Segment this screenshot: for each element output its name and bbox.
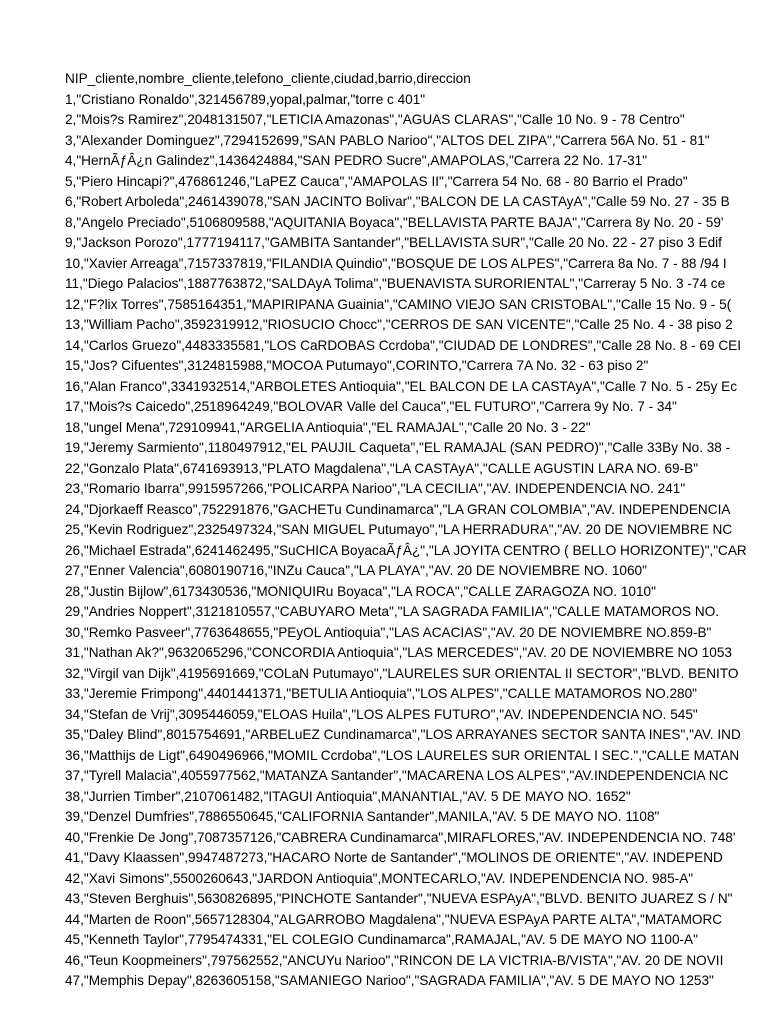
csv-row-line: 17,"Mois?s Caicedo",2518964249,"BOLOVAR Valle del Cauca","EL FUTURO","Carrera 9y No. 7 - 34" <box>65 399 677 414</box>
csv-row-line: 46,"Teun Koopmeiners",797562552,"ANCUYu Narioo","RINCON DE LA VICTRIA-B/VISTA","AV. 20 DE NOVII <box>65 952 724 968</box>
csv-row-line: 36,"Matthijs de Ligt",6490496966,"MOMIL Ccrdoba","LOS LAURELES SUR ORIENTAL I SEC.","CALLE MATAN <box>65 747 740 763</box>
csv-row-line: 8,"Angelo Preciado",5106809588,"AQUITANIA Boyaca","BELLAVISTA PARTE BAJA","Carrera 8y No. 20 - 59' <box>65 214 724 230</box>
csv-row-line: 11,"Diego Palacios",1887763872,"SALDAyA Tolima","BUENAVISTA SURORIENTAL","Carreray 5 No. 3 -74 ce <box>65 276 726 291</box>
csv-row-line: 10,"Xavier Arreaga",7157337819,"FILANDIA Quindio","BOSQUE DE LOS ALPES","Carrera 8a No. 7 - 88 /94 I <box>65 255 727 271</box>
csv-row-line: 37,"Tyrell Malacia",4055977562,"MATANZA Santander","MACARENA LOS ALPES","AV.INDEPENDENCIA NC <box>65 768 729 783</box>
csv-row-line: 30,"Remko Pasveer",7763648655,"PEyOL Antioquia","LAS ACACIAS","AV. 20 DE NOVIEMBRE NO.859-B" <box>65 624 712 640</box>
csv-row-line: 14,"Carlos Gruezo",4483335581,"LOS CaRDOBAS Ccrdoba","CIUDAD DE LONDRES","Calle 28 No. 8 - 69 CEI <box>65 337 741 353</box>
csv-row-line: 24,"Djorkaeff Reasco",752291876,"GACHETu Cundinamarca","LA GRAN COLOMBIA","AV. INDEPENDENCIA <box>65 501 731 517</box>
csv-header-line: NIP_cliente,nombre_cliente,telefono_cliente,ciudad,barrio,direccion <box>65 71 471 86</box>
csv-row-line: 29,"Andries Noppert",3121810557,"CABUYARO Meta","LA SAGRADA FAMILIA","CALLE MATAMOROS NO. <box>65 604 720 619</box>
csv-row-line: 38,"Jurrien Timber",2107061482,"ITAGUI Antioquia",MANANTIAL,"AV. 5 DE MAYO NO. 1652" <box>65 788 631 804</box>
csv-row-line: 34,"Stefan de Vrij",3095446059,"ELOAS Huila","LOS ALPES FUTURO","AV. INDEPENDENCIA NO. 545" <box>65 706 698 722</box>
csv-row-line: 44,"Marten de Roon",5657128304,"ALGARROBO Magdalena","NUEVA ESPAyA PARTE ALTA","MATAMORC <box>65 911 723 927</box>
csv-row-line: 45,"Kenneth Taylor",7795474331,"EL COLEGIO Cundinamarca",RAMAJAL,"AV. 5 DE MAYO NO 1100-A" <box>65 932 698 947</box>
csv-row-line: 47,"Memphis Depay",8263605158,"SAMANIEGO Narioo","SAGRADA FAMILIA","AV. 5 DE MAYO NO 1253" <box>65 973 714 988</box>
csv-row-line: 28,"Justin Bijlow",6173430536,"MONIQUIRu Boyaca","LA ROCA","CALLE ZARAGOZA NO. 1010" <box>65 583 656 599</box>
csv-row-line: 31,"Nathan Ak?",9632065296,"CONCORDIA Antioquia","LAS MERCEDES","AV. 20 DE NOVIEMBRE NO 1053 <box>65 645 732 660</box>
csv-row-line: 5,"Piero Hincapi?",476861246,"LaPEZ Cauca","AMAPOLAS II","Carrera 54 No. 68 - 80 Barrio el Prado" <box>65 173 688 189</box>
csv-row-line: 13,"William Pacho",3592319912,"RIOSUCIO Chocc","CERROS DE SAN VICENTE","Calle 25 No. 4 - 38 piso 2 <box>65 317 733 332</box>
csv-row-line: 1,"Cristiano Ronaldo",321456789,yopal,palmar,"torre c 401" <box>65 91 426 107</box>
csv-row-line: 16,"Alan Franco",3341932514,"ARBOLETES Antioquia","EL BALCON DE LA CASTAyA","Calle 7 No. 5 - 25y Ec <box>65 378 738 394</box>
csv-row-line: 40,"Frenkie De Jong",7087357126,"CABRERA Cundinamarca",MIRAFLORES,"AV. INDEPENDENCIA NO. 748' <box>65 829 736 845</box>
csv-row-line: 18,"ungel Mena",729109941,"ARGELIA Antioquia","EL RAMAJAL","Calle 20 No. 3 - 22" <box>65 419 591 435</box>
csv-row-line: 3,"Alexander Dominguez",7294152699,"SAN PABLO Narioo","ALTOS DEL ZIPA","Carrera 56A No. 51 - 81" <box>65 132 710 148</box>
csv-row-line: 15,"Jos? Cifuentes",3124815988,"MOCOA Putumayo",CORINTO,"Carrera 7A No. 32 - 63 piso 2" <box>65 358 649 373</box>
csv-row-line: 39,"Denzel Dumfries",7886550645,"CALIFORNIA Santander",MANILA,"AV. 5 DE MAYO NO. 1108" <box>65 809 660 824</box>
csv-row-line: 4,"HernÃƒÂ¿n Galindez",1436424884,"SAN PEDRO Sucre",AMAPOLAS,"Carrera 22 No. 17-31" <box>65 153 648 168</box>
csv-row-line: 25,"Kevin Rodriguez",2325497324,"SAN MIGUEL Putumayo","LA HERRADURA","AV. 20 DE NOVIEMBRE NC <box>65 522 733 537</box>
csv-row-line: 43,"Steven Berghuis",5630826895,"PINCHOTE Santander","NUEVA ESPAyA","BLVD. BENITO JUAREZ S / N" <box>65 891 733 906</box>
csv-row-line: 2,"Mois?s Ramirez",2048131507,"LETICIA Amazonas","AGUAS CLARAS","Calle 10 No. 9 - 78 Centro" <box>65 112 685 127</box>
csv-row-line: 12,"F?lix Torres",7585164351,"MAPIRIPANA Guainia","CAMINO VIEJO SAN CRISTOBAL","Calle 15 No. 9 - 5( <box>65 296 732 312</box>
csv-row-line: 22,"Gonzalo Plata",6741693913,"PLATO Magdalena","LA CASTAyA","CALLE AGUSTIN LARA NO. 69-B" <box>65 460 699 476</box>
csv-row-line: 35,"Daley Blind",8015754691,"ARBELuEZ Cundinamarca","LOS ARRAYANES SECTOR SANTA INES","AV. IND <box>65 727 741 742</box>
csv-row-line: 42,"Xavi Simons",5500260643,"JARDON Antioquia",MONTECARLO,"AV. INDEPENDENCIA NO. 985-A" <box>65 870 694 886</box>
csv-row-line: 27,"Enner Valencia",6080190716,"INZu Cauca","LA PLAYA","AV. 20 DE NOVIEMBRE NO. 1060" <box>65 563 647 578</box>
csv-row-line: 32,"Virgil van Dijk",4195691669,"COLaN Putumayo","LAURELES SUR ORIENTAL II SECTOR","BLVD. BENITO <box>65 665 739 681</box>
csv-row-line: 19,"Jeremy Sarmiento",1180497912,"EL PAUJIL Caqueta","EL RAMAJAL (SAN PEDRO)","Calle 33By No. 38 - <box>65 440 731 455</box>
csv-row-line: 6,"Robert Arboleda",2461439078,"SAN JACINTO Bolivar","BALCON DE LA CASTAyA","Calle 59 No. 27 - 35 B <box>65 194 730 209</box>
csv-row-line: 26,"Michael Estrada",6241462495,"SuCHICA BoyacaÃƒÂ¿","LA JOYITA CENTRO ( BELLO HORIZONTE)","CAR <box>65 542 747 558</box>
csv-text-block <box>65 69 747 992</box>
csv-row-line: 41,"Davy Klaassen",9947487273,"HACARO Norte de Santander","MOLINOS DE ORIENTE","AV. INDEPEND <box>65 850 723 865</box>
csv-row-line: 23,"Romario Ibarra",9915957266,"POLICARPA Narioo","LA CECILIA","AV. INDEPENDENCIA NO. 241" <box>65 481 686 496</box>
csv-row-line: 9,"Jackson Porozo",1777194117,"GAMBITA Santander","BELLAVISTA SUR","Calle 20 No. 22 - 27 piso 3 Edif <box>65 235 722 250</box>
csv-row-line: 33,"Jeremie Frimpong",4401441371,"BETULIA Antioquia","LOS ALPES","CALLE MATAMOROS NO.280" <box>65 686 697 701</box>
